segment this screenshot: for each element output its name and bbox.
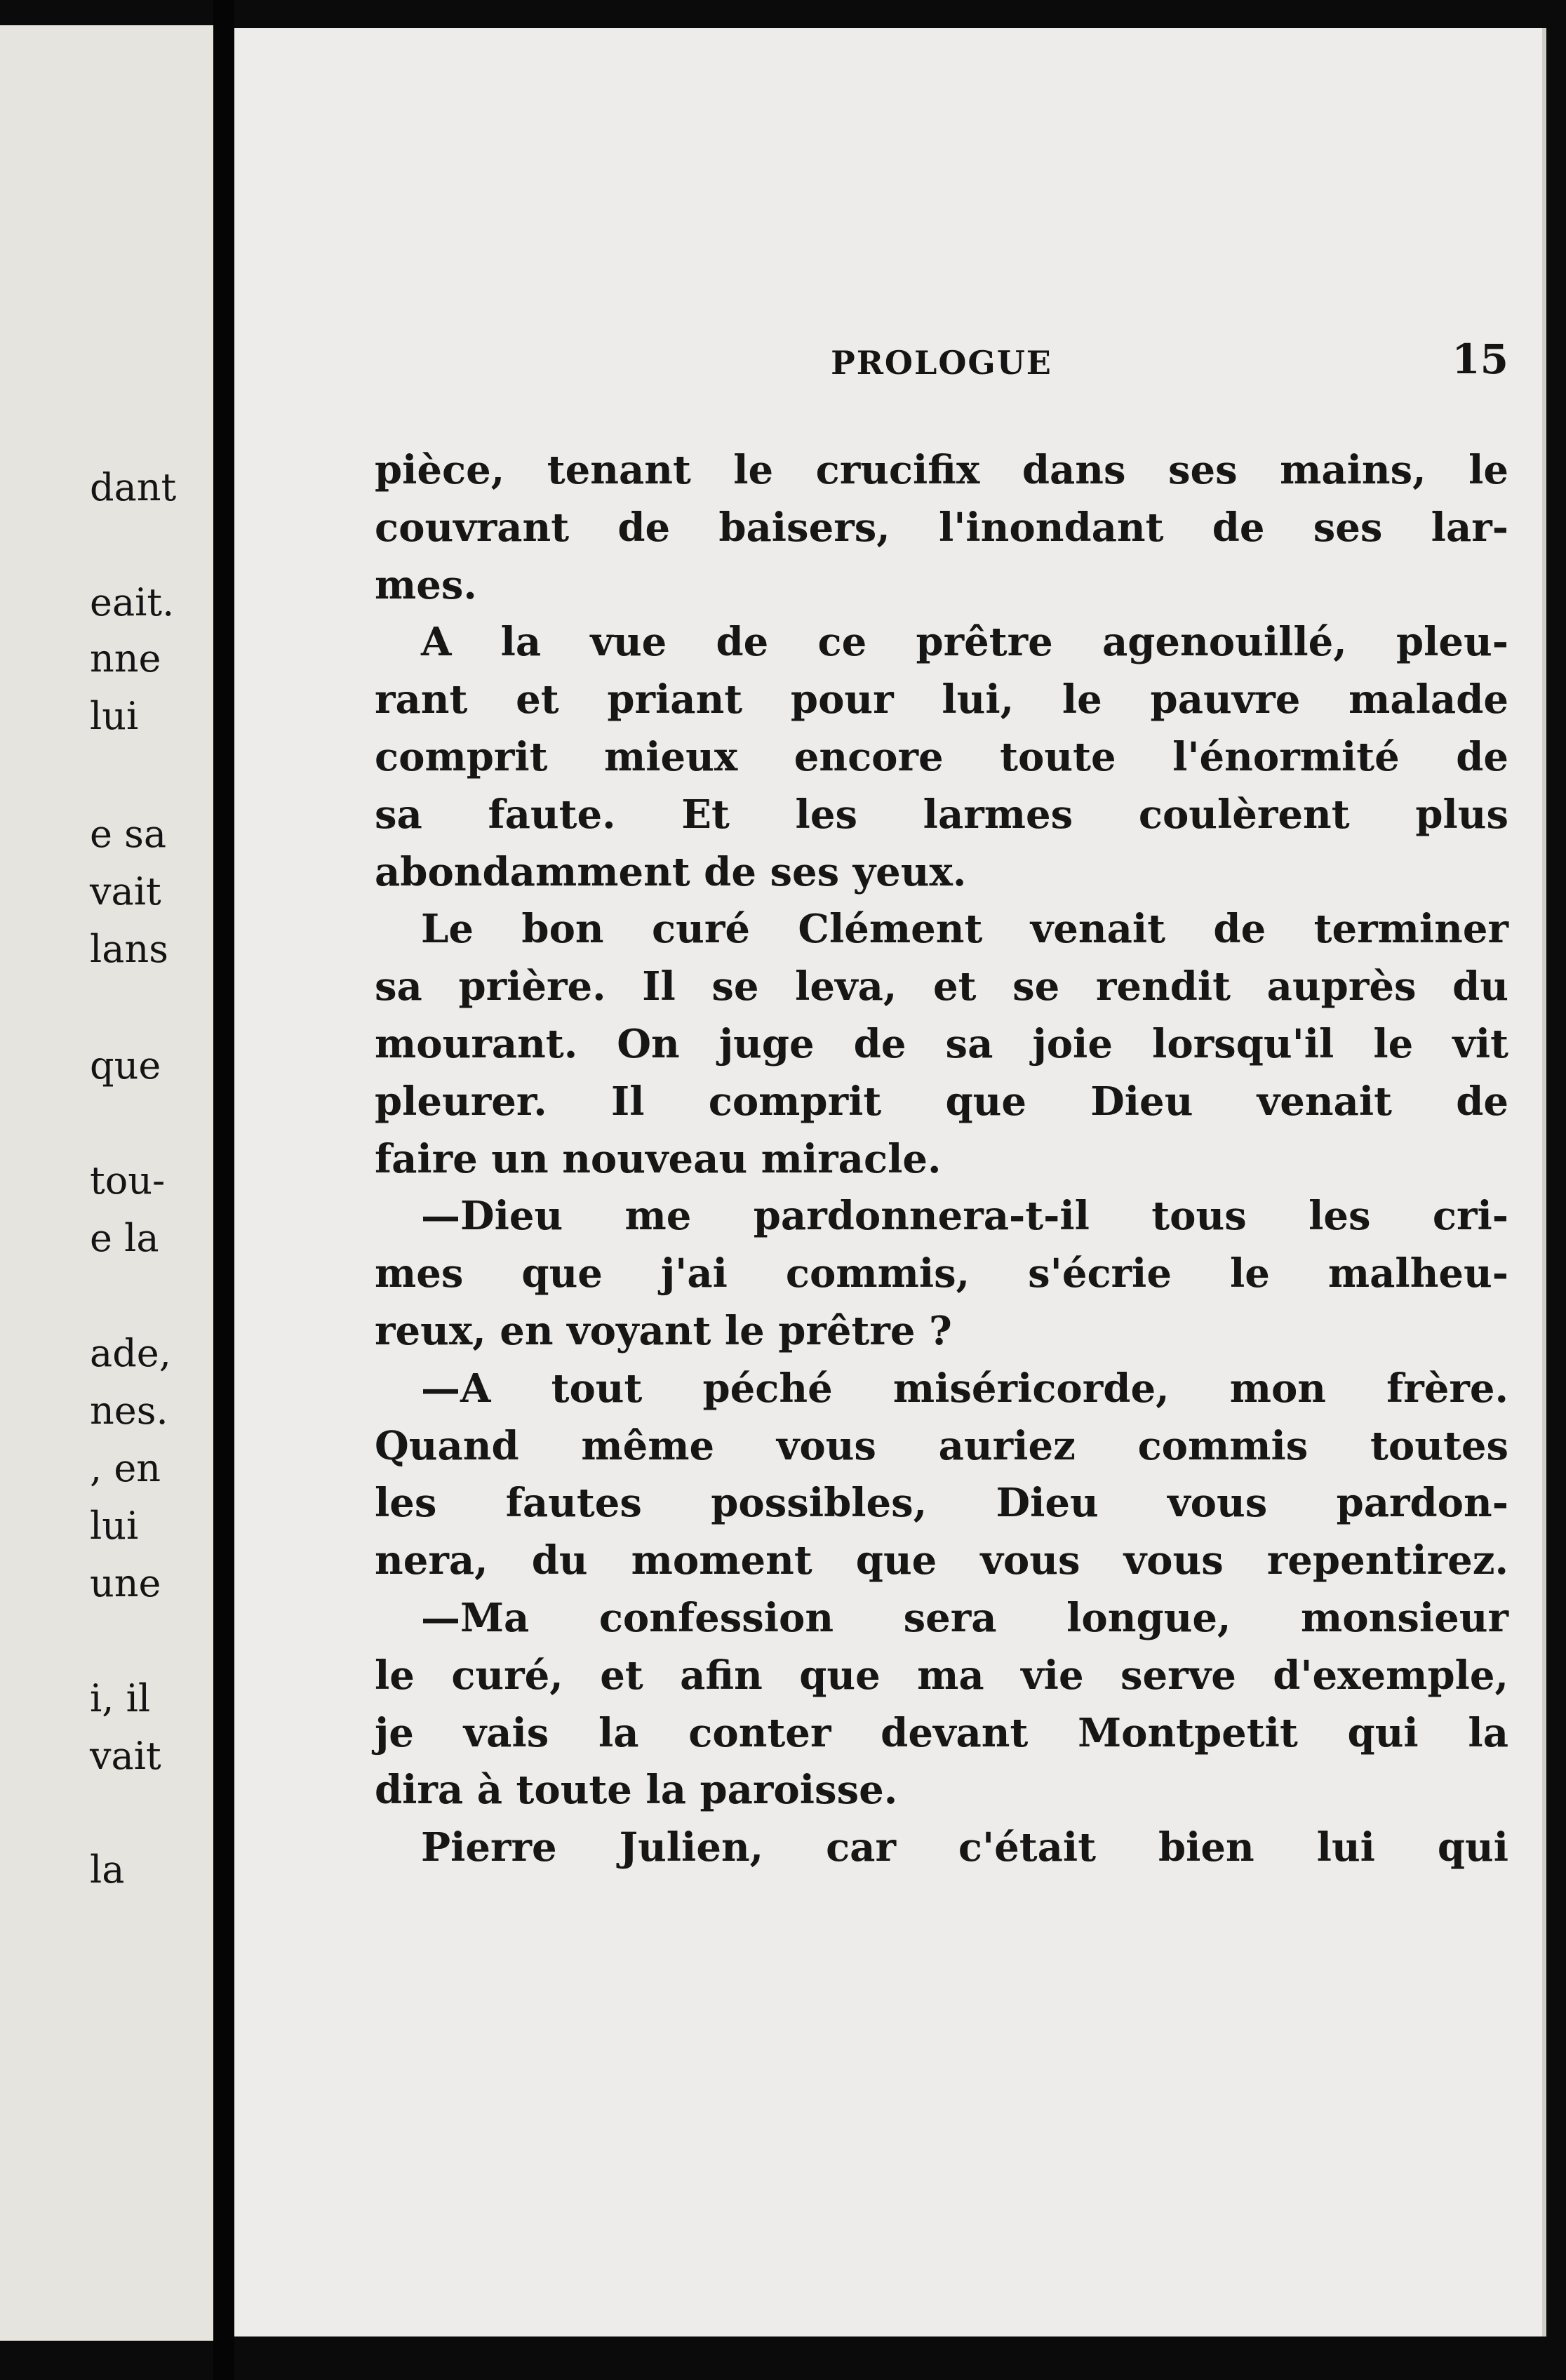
text-line: les fautes possibles, Dieu vous pardon- <box>375 1480 1508 1527</box>
left-page-fragment: dant <box>90 465 177 509</box>
running-head <box>375 335 1508 385</box>
text-line: rant et priant pour lui, le pauvre malade <box>375 676 1508 723</box>
text-line: couvrant de baisers, l'inondant de ses lar- <box>375 504 1508 551</box>
left-page-fragment: vait <box>90 869 161 914</box>
text-line: faire un nouveau miracle. <box>375 1135 942 1182</box>
left-page-fragment: vait <box>90 1734 161 1778</box>
body-text <box>375 442 1508 1877</box>
left-page-fragment: nne <box>90 636 161 681</box>
left-page-fragment: nes. <box>90 1389 168 1433</box>
text-line: abondamment de ses yeux. <box>375 848 967 895</box>
left-facing-page <box>0 25 213 2341</box>
text-line: mes que j'ai commis, s'écrie le malheu- <box>375 1250 1508 1297</box>
page-number: 15 <box>1452 335 1508 383</box>
text-line: dira à toute la paroisse. <box>375 1767 898 1814</box>
text-line: sa prière. Il se leva, et se rendit auprès du <box>375 963 1508 1010</box>
text-line: mourant. On juge de sa joie lorsqu'il le vit <box>375 1020 1508 1067</box>
text-line: pièce, tenant le crucifix dans ses mains, le <box>375 447 1508 493</box>
text-line: pleurer. Il comprit que Dieu venait de <box>375 1078 1508 1125</box>
left-page-fragment: tou- <box>90 1158 166 1203</box>
left-page-fragment: eait. <box>90 580 175 624</box>
text-line: mes. <box>375 561 477 608</box>
book-gutter <box>213 0 234 2380</box>
text-line: nera, du moment que vous vous repentirez. <box>375 1537 1508 1584</box>
left-page-fragment: e la <box>90 1216 159 1260</box>
text-line: je vais la conter devant Montpetit qui la <box>375 1709 1508 1756</box>
text-line: A la vue de ce prêtre agenouillé, pleu- <box>421 619 1508 666</box>
text-line: sa faute. Et les larmes coulèrent plus <box>375 791 1508 838</box>
text-line: reux, en voyant le prêtre ? <box>375 1307 952 1354</box>
left-page-fragment: la <box>90 1847 125 1892</box>
text-line: comprit mieux encore toute l'énormité de <box>375 733 1508 780</box>
text-line: —A tout péché miséricorde, mon frère. <box>421 1365 1508 1412</box>
text-line: Pierre Julien, car c'était bien lui qui <box>421 1824 1508 1871</box>
left-page-fragment: e sa <box>90 812 167 856</box>
text-line: le curé, et afin que ma vie serve d'exemple, <box>375 1652 1508 1699</box>
text-line: Quand même vous auriez commis toutes <box>375 1422 1508 1469</box>
running-title: PROLOGUE <box>831 344 1052 382</box>
left-page-fragment: une <box>90 1561 161 1605</box>
right-page <box>234 28 1546 2336</box>
left-page-fragment: , en <box>90 1446 161 1490</box>
text-line: Le bon curé Clément venait de terminer <box>421 906 1508 953</box>
left-page-fragment: lui <box>90 694 139 738</box>
left-page-fragment: ade, <box>90 1331 171 1375</box>
text-line: —Dieu me pardonnera-t-il tous les cri- <box>421 1193 1508 1240</box>
left-page-fragment: i, il <box>90 1676 151 1720</box>
left-page-fragment: lui <box>90 1504 139 1548</box>
left-page-fragment: lans <box>90 927 168 971</box>
text-line: —Ma confession sera longue, monsieur <box>421 1594 1508 1641</box>
left-page-fragment: que <box>90 1043 161 1088</box>
